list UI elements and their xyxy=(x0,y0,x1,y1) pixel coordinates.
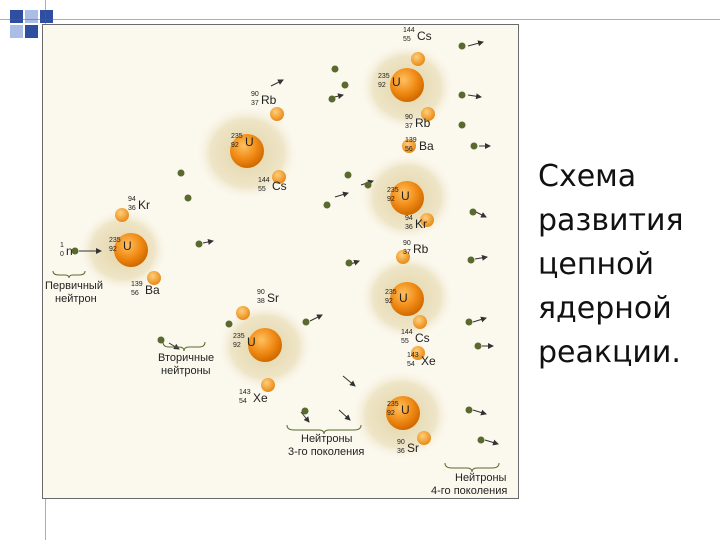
fragment-label-mass: 144 xyxy=(401,329,413,336)
fourth-gen-label-line1: Нейтроны xyxy=(455,472,507,484)
fission-fragment xyxy=(270,107,284,121)
fragment-label-charge: 36 xyxy=(128,205,136,212)
fragment-label-symbol: Xe xyxy=(421,354,436,368)
fission-fragment xyxy=(115,208,129,222)
fragment-label-symbol: Xe xyxy=(253,391,268,405)
neutron xyxy=(346,260,353,267)
uranium-label-mass: 235 xyxy=(378,73,390,80)
fragment-label-symbol: Ba xyxy=(419,139,434,153)
neutron-arrow xyxy=(335,193,348,197)
neutron xyxy=(466,407,473,414)
fragment-label-mass: 90 xyxy=(397,439,405,446)
uranium-label-symbol: U xyxy=(247,335,256,349)
neutron xyxy=(459,92,466,99)
fragment-label-charge: 56 xyxy=(405,146,413,153)
fragment-label-charge: 37 xyxy=(403,249,411,256)
neutron xyxy=(471,143,478,150)
secondary-neutrons-label-line2: нейтроны xyxy=(161,365,211,377)
neutron-arrow xyxy=(473,318,486,322)
neutron xyxy=(466,319,473,326)
uranium-label-charge: 92 xyxy=(233,342,241,349)
fragment-label-charge: 55 xyxy=(403,36,411,43)
neutron-label-charge: 0 xyxy=(60,251,64,258)
fourth-gen-bracket xyxy=(445,463,499,472)
neutron-arrow xyxy=(169,343,179,349)
neutron xyxy=(302,408,309,415)
fission-fragment xyxy=(413,315,427,329)
fragment-label-symbol: Rb xyxy=(415,116,431,130)
neutron-arrow xyxy=(310,315,322,321)
fragment-label-symbol: Cs xyxy=(417,29,432,43)
primary-neutron-label-line1: Первичный xyxy=(45,280,103,292)
fragment-label-mass: 90 xyxy=(251,91,259,98)
neutron xyxy=(342,82,349,89)
neutron xyxy=(226,321,233,328)
neutron-label xyxy=(60,242,73,258)
uranium-label-mass: 235 xyxy=(109,237,121,244)
fragment-label xyxy=(128,196,150,212)
uranium-label-symbol: U xyxy=(123,239,132,253)
neutron xyxy=(478,437,485,444)
neutron xyxy=(324,202,331,209)
uranium-label-mass: 235 xyxy=(385,289,397,296)
fragment-label-symbol: Cs xyxy=(415,331,430,345)
neutron xyxy=(475,343,482,350)
neutron xyxy=(459,122,466,129)
neutron-arrow xyxy=(271,80,283,86)
fragment-label-charge: 54 xyxy=(407,361,415,368)
uranium-label-charge: 92 xyxy=(231,142,239,149)
neutron-arrow xyxy=(473,410,486,414)
neutron xyxy=(332,66,339,73)
fragment-label-mass: 90 xyxy=(257,289,265,296)
uranium-label-charge: 92 xyxy=(387,410,395,417)
uranium-label-mass: 235 xyxy=(233,333,245,340)
uranium-label-symbol: U xyxy=(401,189,410,203)
caption-line: Схема xyxy=(538,159,637,194)
fission-fragment xyxy=(417,431,431,445)
fragment-label-mass: 139 xyxy=(131,281,143,288)
neutron-arrow xyxy=(476,212,486,217)
fragment-label-mass: 143 xyxy=(407,352,419,359)
uranium-label-symbol: U xyxy=(392,75,401,89)
fragment-label-mass: 143 xyxy=(239,389,251,396)
uranium-label-charge: 92 xyxy=(378,82,386,89)
fragment-label xyxy=(239,389,268,405)
fragment-label-charge: 37 xyxy=(405,123,413,130)
deco-horizontal-line xyxy=(0,19,720,20)
neutron xyxy=(178,170,185,177)
neutron-arrow xyxy=(339,410,350,420)
neutron-label-symbol: n xyxy=(66,244,73,258)
fragment-label-symbol: Sr xyxy=(267,291,279,305)
deco-square xyxy=(25,25,38,38)
fragment-label-charge: 37 xyxy=(251,100,259,107)
neutron-arrow xyxy=(468,42,483,46)
uranium-label-symbol: U xyxy=(401,403,410,417)
uranium-label-mass: 235 xyxy=(387,401,399,408)
slide-caption xyxy=(538,155,713,375)
chain-reaction-diagram xyxy=(42,24,519,499)
fission-fragment xyxy=(236,306,250,320)
fission-fragment xyxy=(261,378,275,392)
caption-line: развития xyxy=(538,203,684,238)
neutron xyxy=(470,209,477,216)
fragment-label-symbol: Rb xyxy=(261,93,277,107)
neutron xyxy=(468,257,475,264)
uranium-label-symbol: U xyxy=(245,135,254,149)
fragment-label-symbol: Ba xyxy=(145,283,160,297)
fragment-label-mass: 90 xyxy=(405,114,413,121)
fragment-label xyxy=(251,91,277,107)
uranium-label-charge: 92 xyxy=(387,196,395,203)
neutron xyxy=(196,241,203,248)
deco-square xyxy=(10,10,23,23)
uranium-label-charge: 92 xyxy=(385,298,393,305)
fragment-label-mass: 144 xyxy=(403,27,415,34)
fragment-label xyxy=(403,27,432,43)
third-gen-label-line1: Нейтроны xyxy=(301,433,353,445)
fragment-label-mass: 139 xyxy=(405,137,417,144)
secondary-neutrons-label-line1: Вторичные xyxy=(158,352,215,364)
fragment-label-symbol: Kr xyxy=(415,217,427,231)
fragment-label-charge: 55 xyxy=(258,186,266,193)
neutron-arrow xyxy=(468,95,481,97)
neutron-arrow xyxy=(475,257,487,259)
deco-square xyxy=(10,25,23,38)
fragment-label-charge: 38 xyxy=(257,298,265,305)
fragment-label-symbol: Sr xyxy=(407,441,419,455)
neutron-label-mass: 1 xyxy=(60,242,64,249)
fragment-label-charge: 36 xyxy=(397,448,405,455)
fragment-label-symbol: Rb xyxy=(413,242,429,256)
neutron xyxy=(459,43,466,50)
fragment-label xyxy=(407,352,436,368)
caption-line: цепной xyxy=(538,247,654,282)
fragment-label-mass: 90 xyxy=(403,240,411,247)
uranium-label-charge: 92 xyxy=(109,246,117,253)
neutron-arrow xyxy=(343,376,355,386)
neutron xyxy=(365,182,372,189)
fragment-label xyxy=(257,289,279,305)
primary-neutron-label-line2: нейтрон xyxy=(55,293,97,305)
caption-line: реакции. xyxy=(538,335,681,370)
fragment-label-mass: 94 xyxy=(405,215,413,222)
neutron xyxy=(329,96,336,103)
deco-square xyxy=(40,10,53,23)
fragment-label-charge: 56 xyxy=(131,290,139,297)
neutron-arrow xyxy=(485,440,498,444)
uranium-label-mass: 235 xyxy=(231,133,243,140)
uranium-label-symbol: U xyxy=(399,291,408,305)
fragment-label-charge: 55 xyxy=(401,338,409,345)
deco-square xyxy=(25,10,38,23)
primary-neutron-bracket xyxy=(53,271,85,278)
neutron-arrow xyxy=(203,241,213,243)
fragment-label-mass: 144 xyxy=(258,177,270,184)
diagram-canvas xyxy=(43,25,519,499)
neutron xyxy=(303,319,310,326)
fragment-label xyxy=(403,240,429,256)
third-gen-label-line2: 3-го поколения xyxy=(288,446,365,458)
caption-line: ядерной xyxy=(538,291,672,326)
neutron xyxy=(185,195,192,202)
fragment-label-symbol: Kr xyxy=(138,198,150,212)
fragment-label-symbol: Cs xyxy=(272,179,287,193)
neutron xyxy=(345,172,352,179)
uranium-label-mass: 235 xyxy=(387,187,399,194)
fragment-label-charge: 54 xyxy=(239,398,247,405)
fragment-label-charge: 36 xyxy=(405,224,413,231)
fragment-label-mass: 94 xyxy=(128,196,136,203)
fourth-gen-label-line2: 4-го поколения xyxy=(431,485,508,497)
fission-fragment xyxy=(411,52,425,66)
